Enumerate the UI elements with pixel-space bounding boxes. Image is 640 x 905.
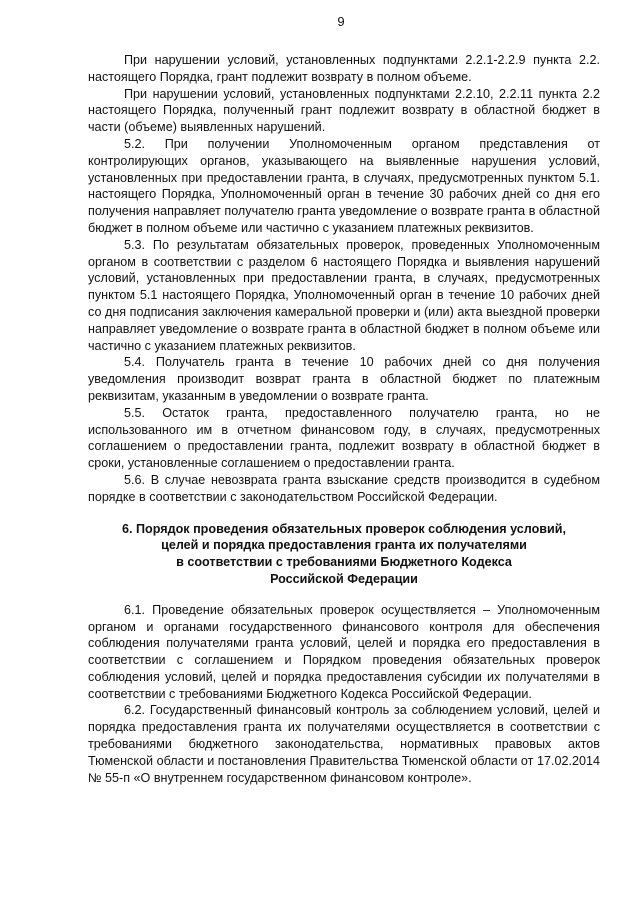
paragraph-6-1: 6.1. Проведение обязательных проверок осуществляется – Уполномоченным органом и органами государственного финансового контроля для обеспечения соблюдения получателями гранта условий, целей и порядка его предоставления в соответствии с соглашением и Порядком проведения обязательных проверок соблюдения условий, целей и порядка предоставления субсидии их получателями в соответствии с требованиями Бюджетного Кодекса Российской Федерации.	[88, 602, 600, 701]
paragraph-5-5: 5.5. Остаток гранта, предоставленного получателю гранта, но не использованного им в отчетном финансовом году, в случаях, предусмотренных соглашением о предоставлении гранта, подлежит возврату в областной бюджет в сроки, установленные соглашением о предоставлении гранта.	[88, 405, 600, 471]
paragraph-6-2: 6.2. Государственный финансовый контроль за соблюдением условий, целей и порядка предоставления гранта их получателями осуществляется в соответствии с требованиями бюджетного законодательства, нормативных правовых актов Тюменской области и постановления Правительства Тюменской области от 17.02.2014 № 55-п «О внутреннем государственном финансовом контроле».	[88, 703, 600, 785]
section-6-heading	[88, 521, 600, 588]
paragraph-5-4: 5.4. Получатель гранта в течение 10 рабочих дней со дня получения уведомления производит возврат гранта в областной бюджет по платежным реквизитам, указанным в уведомлении о возврате гранта.	[88, 355, 600, 403]
heading-line: целей и порядка предоставления гранта их получателями	[161, 538, 527, 553]
section-5-continuation	[88, 52, 600, 506]
paragraph: При нарушении условий, установленных подпунктами 2.2.10, 2.2.11 пункта 2.2 настоящего Порядка, полученный грант подлежит возврату в областной бюджет в части (объеме) выявленных нарушений.	[88, 86, 600, 135]
heading-line: 6. Порядок проведения обязательных проверок соблюдения условий,	[121, 521, 567, 536]
paragraph: При нарушении условий, установленных подпунктами 2.2.1-2.2.9 пункта 2.2. настоящего Порядка, грант подлежит возврату в полном объеме.	[88, 53, 600, 84]
paragraph-5-2: 5.2. При получении Уполномоченным органом представления от контролирующих органов, указывающего на выявленные нарушения условий, установленных при предоставлении гранта, в случаях, предусмотренных пунктом 5.1. настоящего Порядка, Уполномоченный орган в течение 30 рабочих дней со дня его получения направляет получателю гранта уведомление о возврате гранта в областной бюджет в полном объеме или частично с указанием платежных реквизитов.	[88, 136, 600, 235]
page-number: 9	[337, 14, 345, 29]
section-6-body	[88, 602, 600, 787]
heading-line: Российской Федерации	[270, 571, 418, 586]
heading-line: в соответствии с требованиями Бюджетного Кодекса	[176, 555, 512, 570]
document-page	[88, 12, 600, 786]
paragraph-5-3: 5.3. По результатам обязательных проверок, проведенных Уполномоченным органом в соответствии с разделом 6 настоящего Порядка и выявления нарушений условий, установленных при предоставлении гранта, в случаях, предусмотренных пунктом 5.1 настоящего Порядка, Уполномоченный орган в течение 10 рабочих дней со дня подписания заключения камеральной проверки и (или) акта выездной проверки направляет уведомление о возврате гранта в областной бюджет в полном объеме или частично с указанием платежных реквизитов.	[88, 237, 600, 353]
paragraph-5-6: 5.6. В случае невозврата гранта взыскание средств производится в судебном порядке в соответствии с законодательством Российской Федерации.	[88, 472, 600, 504]
